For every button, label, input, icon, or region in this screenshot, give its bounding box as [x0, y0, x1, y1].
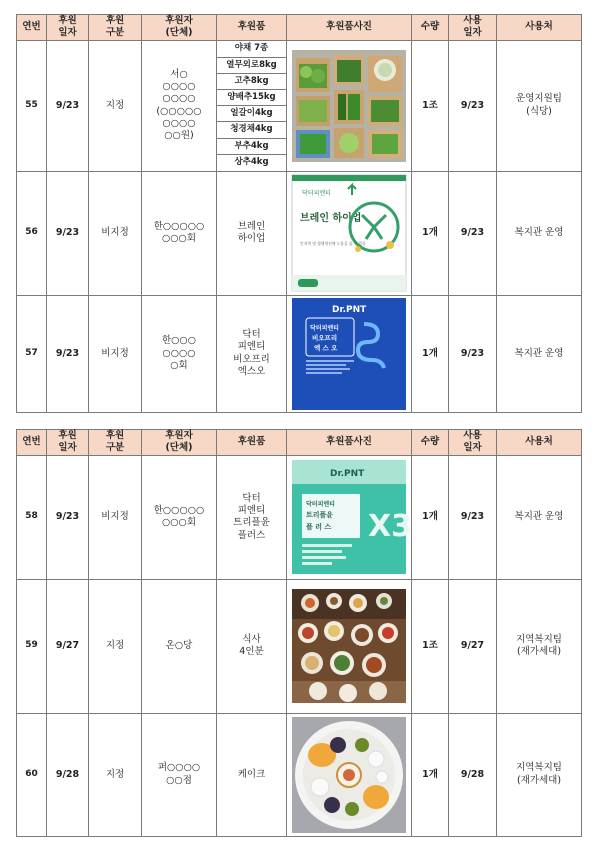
table-header-row: [17, 15, 582, 41]
table-row: [17, 713, 582, 836]
svg-text:닥터피엔티: 닥터피엔티: [310, 324, 339, 332]
row-item: 닥터 피엔티 트리플윤 플러스: [217, 455, 287, 579]
row-no: 55: [17, 40, 47, 171]
row-item: 케이크: [217, 713, 287, 836]
row-place: 지역복지팀 (재가세대): [497, 579, 582, 713]
row-donor: 한○○○○○ ○○○회: [142, 171, 217, 295]
row-place: 복지관 운영: [497, 455, 582, 579]
table-row: [17, 171, 582, 295]
list-item: 얼갈이4kg: [217, 106, 286, 122]
col-header-qty: 수량: [412, 430, 449, 456]
row-use-date: 9/23: [449, 295, 497, 412]
col-header-date: 후원 일자: [47, 15, 89, 41]
row-item: 브레인 하이업: [217, 171, 287, 295]
row-place: 복지관 운영: [497, 171, 582, 295]
col-header-type: 후원 구분: [89, 15, 142, 41]
row-place: 운영지원팀 (식당): [497, 40, 582, 171]
row-qty: 1조: [412, 579, 449, 713]
rice-cake-photo: [292, 717, 406, 833]
row-date: 9/23: [47, 40, 89, 171]
row-date: 9/23: [47, 455, 89, 579]
biofree-box-photo: [292, 298, 406, 410]
row-donor: 한○○○○○ ○○○회: [142, 455, 217, 579]
item-sub-list: [217, 41, 286, 171]
list-item: 열무외로8kg: [217, 57, 286, 73]
row-item: 닥터 피엔티 비오프리 엑스오: [217, 295, 287, 412]
row-use-date: 9/23: [449, 455, 497, 579]
box-brand-text: Dr.PNT: [330, 469, 365, 480]
row-no: 59: [17, 579, 47, 713]
col-header-no: 연번: [17, 15, 47, 41]
row-use-date: 9/23: [449, 171, 497, 295]
row-date: 9/23: [47, 295, 89, 412]
row-donor: 퍼○○○○ ○○점: [142, 713, 217, 836]
row-use-date: 9/23: [449, 40, 497, 171]
col-header-place: 사용처: [497, 15, 582, 41]
row-qty: 1조: [412, 40, 449, 171]
row-place: 지역복지팀 (재가세대): [497, 713, 582, 836]
list-item: 상추4kg: [234, 157, 269, 168]
row-use-date: 9/27: [449, 579, 497, 713]
col-header-donor: 후원자 (단체): [142, 15, 217, 41]
row-type: 비지정: [89, 171, 142, 295]
row-photo: [287, 171, 412, 295]
col-header-use-date: 사용 일자: [449, 15, 497, 41]
svg-text:비오프리: 비오프리: [312, 333, 338, 342]
col-header-use-date: 사용 일자: [449, 430, 497, 456]
row-photo: [287, 295, 412, 412]
col-header-item: 후원품: [217, 430, 287, 456]
list-item: 부추4kg: [217, 138, 286, 154]
row-date: 9/23: [47, 171, 89, 295]
row-qty: 1개: [412, 171, 449, 295]
row-qty: 1개: [412, 455, 449, 579]
col-header-qty: 수량: [412, 15, 449, 41]
col-header-place: 사용처: [497, 430, 582, 456]
row-no: 58: [17, 455, 47, 579]
table-row: [17, 295, 582, 412]
col-header-item: 후원품: [217, 15, 287, 41]
row-donor: 온○당: [142, 579, 217, 713]
row-place: 복지관 운영: [497, 295, 582, 412]
row-donor: 한○○○ ○○○○ ○회: [142, 295, 217, 412]
col-header-type: 후원 구분: [89, 430, 142, 456]
svg-text:닥터피엔티: 닥터피엔티: [306, 501, 335, 509]
svg-text:엑 스 오: 엑 스 오: [314, 343, 338, 352]
box-brand-text: 닥터피엔티: [302, 190, 331, 198]
row-photo: [287, 40, 412, 171]
row-no: 60: [17, 713, 47, 836]
box-title-text: 브레인 하이업: [300, 213, 362, 225]
col-header-photo: 후원품사진: [287, 430, 412, 456]
row-qty: 1개: [412, 295, 449, 412]
table-row: [17, 579, 582, 713]
row-type: 비지정: [89, 295, 142, 412]
row-item-list: [217, 40, 287, 171]
row-photo: [287, 713, 412, 836]
box-brand-text: Dr.PNT: [332, 304, 367, 315]
list-item: 양배추15kg: [217, 90, 286, 106]
row-photo: [287, 455, 412, 579]
row-date: 9/28: [47, 713, 89, 836]
row-photo: [287, 579, 412, 713]
list-item: 고추8kg: [217, 73, 286, 89]
svg-text:플 러 스: 플 러 스: [306, 523, 332, 532]
col-header-date: 후원 일자: [47, 430, 89, 456]
row-donor: 서○ ○○○○ ○○○○ (○○○○○ ○○○○ ○○원): [142, 40, 217, 171]
row-item: 식사 4인분: [217, 579, 287, 713]
row-type: 비지정: [89, 455, 142, 579]
list-item: 청경채4kg: [217, 122, 286, 138]
vegetable-boxes-photo: [292, 50, 406, 162]
box-mark-text: X3: [368, 509, 413, 545]
table-row: [17, 40, 582, 171]
donation-table-2: [16, 429, 582, 837]
svg-text:트리플윤: 트리플윤: [306, 511, 334, 520]
row-qty: 1개: [412, 713, 449, 836]
list-item: 야채 7종: [217, 41, 286, 57]
triple-plus-box-photo: [292, 460, 413, 574]
row-date: 9/27: [47, 579, 89, 713]
table-row: [17, 455, 582, 579]
col-header-donor: 후원자 (단체): [142, 430, 217, 456]
row-no: 57: [17, 295, 47, 412]
row-type: 지정: [89, 713, 142, 836]
box-desc-text: 인지력 및 혈행개선에 도움을 줄 수 있음: [300, 241, 366, 247]
donation-table-1: [16, 14, 582, 413]
col-header-no: 연번: [17, 430, 47, 456]
row-no: 56: [17, 171, 47, 295]
col-header-photo: 후원품사진: [287, 15, 412, 41]
row-type: 지정: [89, 40, 142, 171]
brain-hiup-box-photo: [292, 175, 406, 291]
meal-table-photo: [292, 589, 406, 703]
row-type: 지정: [89, 579, 142, 713]
row-use-date: 9/28: [449, 713, 497, 836]
table-header-row: [17, 430, 582, 456]
